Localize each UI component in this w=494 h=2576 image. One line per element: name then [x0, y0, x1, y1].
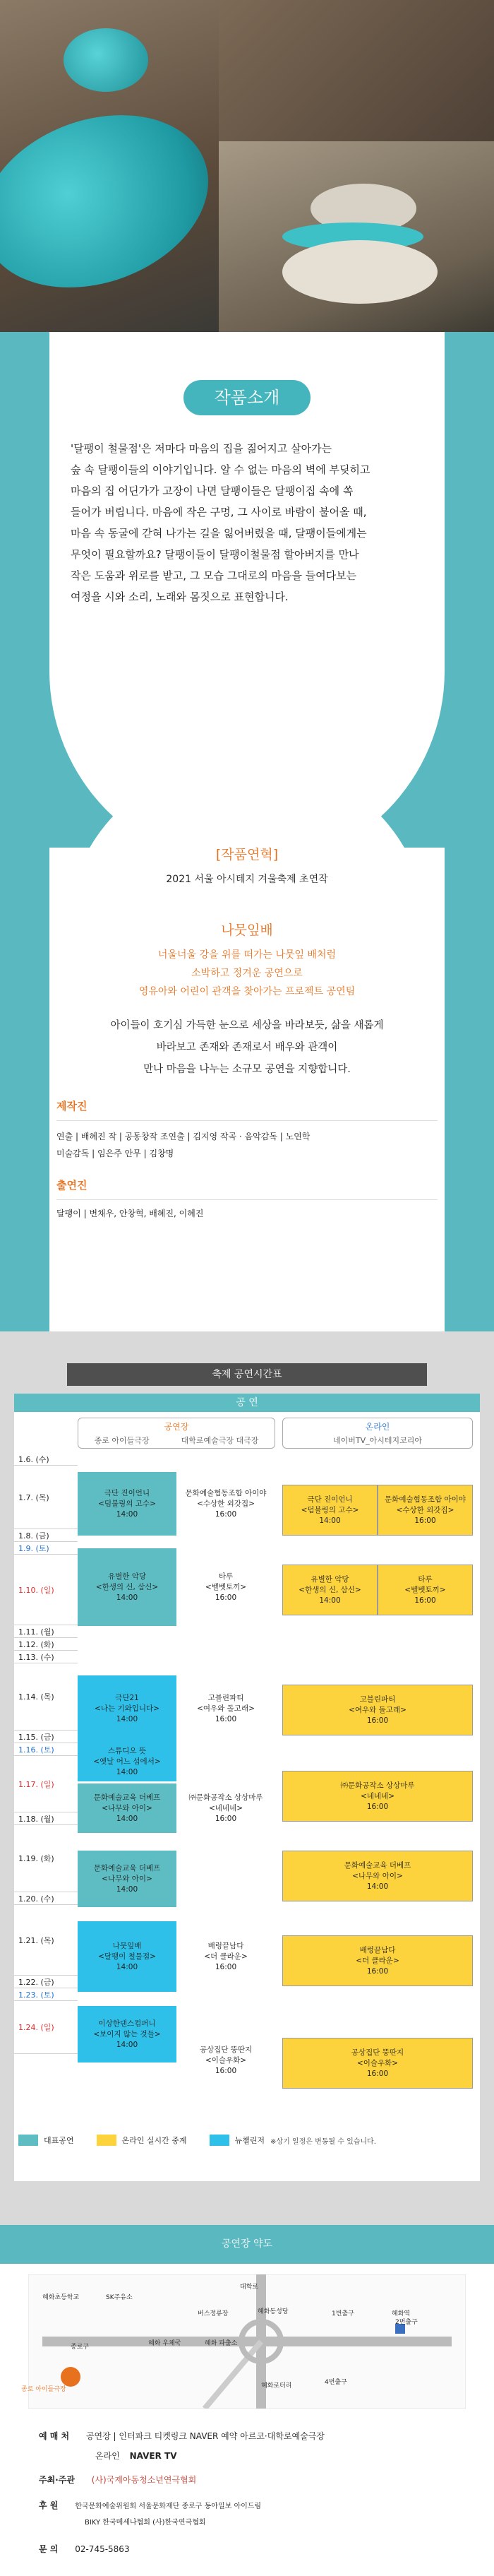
legend-label: 대표공연	[44, 2136, 74, 2145]
date-cell: 1.7. (목)	[14, 1466, 78, 1529]
map-label: 4번출구	[325, 2379, 347, 2386]
staff-line: 미술감독 | 임은주 안무 | 김창명	[56, 1148, 174, 1158]
event-company: 문화예술교육 더베프	[93, 1793, 161, 1802]
section-header: 공 연	[14, 1394, 480, 1412]
map-label: 혜화 우체국	[148, 2340, 181, 2347]
map-label: 종로 아이들극장	[21, 2386, 66, 2393]
event-company: 스튜디오 뜻	[107, 1747, 147, 1755]
map-label: SK주유소	[106, 2294, 133, 2301]
event-title: <한생의 신, 삼신>	[299, 1585, 361, 1594]
event-cell	[282, 1851, 473, 1901]
event-time: 16:00	[366, 2069, 389, 2078]
event-company: ㈜문화공작소 상상마루	[340, 1781, 415, 1790]
event-cell	[176, 1921, 275, 1992]
photo-knit-roll	[219, 0, 494, 141]
event-time: 14:00	[366, 1882, 389, 1891]
event-title: <네네네>	[360, 1791, 395, 1800]
timetable-title: 축제 공연시간표	[67, 1363, 427, 1386]
contact-value: 02-745-5863	[75, 2544, 130, 2554]
staff-heading: 제작진	[56, 1098, 438, 1121]
intro-line: 마음의 집 어딘가가 고장이 나면 달팽이들은 달팽이집 속에 쏙	[71, 485, 354, 497]
company-desc-line: 아이들이 호기심 가득한 눈으로 세상을 바라보듯, 삶을 새롭게	[110, 1020, 384, 1031]
event-time: 16:00	[215, 1593, 237, 1602]
event-company: 고블린파티	[207, 1694, 244, 1702]
event-time: 16:00	[215, 1814, 237, 1823]
event-cell	[282, 1565, 378, 1615]
legend-label: 온라인 실시간 중계	[121, 2136, 187, 2145]
venue-header-label: 공연장	[164, 1422, 189, 1432]
venue-header	[78, 1418, 275, 1449]
legend-note: ※상기 일정은 변동될 수 있습니다.	[270, 2137, 376, 2146]
company-tags	[71, 946, 423, 1001]
event-time: 14:00	[116, 1593, 138, 1602]
event-company: 유별한 악당	[311, 1574, 349, 1584]
credits-block	[56, 1098, 438, 1219]
intro-badge: 작품소개	[183, 380, 311, 415]
company-tag-line: 소박하고 정겨운 공연으로	[191, 968, 303, 979]
intro-line: 마음 속 동굴에 갇혀 나가는 길을 잃어버렸을 때, 달팽이들에게는	[71, 527, 367, 540]
online-header	[282, 1418, 473, 1449]
date-cell: 1.8. (금)	[14, 1529, 78, 1542]
event-company: 공상집단 뚱딴지	[199, 2046, 253, 2054]
intro-line: 숲 속 달팽이들의 이야기입니다. 알 수 없는 마음의 벽에 부딪히고	[71, 463, 370, 476]
event-time: 14:00	[116, 1509, 138, 1519]
event-title: <나무와 아이>	[102, 1874, 152, 1883]
event-cell	[176, 1783, 275, 1833]
event-cell	[78, 1743, 176, 1781]
intro-line: 여정을 시와 소리, 노래와 몸짓으로 표현합니다.	[71, 590, 289, 603]
event-time: 16:00	[414, 1596, 436, 1605]
event-time: 14:00	[116, 1814, 138, 1823]
event-time: 16:00	[366, 1966, 389, 1976]
date-cell: 1.10. (일)	[14, 1555, 78, 1625]
company-tag-line: 너울너울 강을 위를 떠가는 나뭇잎 배처럼	[157, 949, 337, 961]
event-title: <이슬우화>	[356, 2058, 399, 2067]
date-cell: 1.13. (수)	[14, 1651, 78, 1663]
sponsor-items: (사)국제아동청소년연극협회	[91, 2475, 197, 2485]
event-title: <여우와 돌고래>	[349, 1705, 406, 1714]
event-company: ㈜문화공작소 상상마루	[188, 1793, 263, 1802]
history-text: 2021 서울 아시테지 겨울축제 초연작	[166, 874, 328, 885]
history-heading: [작품연혁]	[215, 847, 279, 862]
sponsor-items: 한국문화예술위원회 서울문화재단 종로구 동아일보 아이드림	[75, 2503, 262, 2510]
event-cell	[176, 1472, 275, 1536]
map-label: 혜화로터리	[261, 2382, 292, 2390]
map-section	[0, 2225, 494, 2576]
event-cell	[176, 1675, 275, 1743]
event-company: 유별한 악당	[107, 1572, 147, 1581]
event-cell	[78, 1472, 176, 1536]
event-title: <나는 기와입니다>	[95, 1704, 159, 1713]
event-company: 문화예술협동조합 아이야	[385, 1495, 466, 1504]
event-time: 16:00	[215, 1962, 237, 1971]
sponsor-row	[95, 2450, 177, 2462]
event-title: <여우와 돌고래>	[197, 1704, 255, 1713]
date-cell: 1.20. (수)	[14, 1892, 78, 1905]
event-title: <덤불링의 고수>	[301, 1505, 359, 1514]
event-time: 16:00	[366, 1716, 389, 1725]
date-cell: 1.9. (토)	[14, 1542, 78, 1555]
map-label: 버스정류장	[198, 2310, 229, 2317]
event-company: 문화예술협동조합 아이야	[185, 1488, 267, 1497]
sponsor-label: 문 의	[39, 2544, 59, 2554]
date-cell: 1.16. (토)	[14, 1743, 78, 1756]
intro-line: 무엇이 필요할까요? 달팽이들이 달팽이철물점 할아버지를 만나	[71, 548, 359, 561]
company-desc-line: 바라보고 존재와 존재로서 배우와 관객이	[156, 1042, 338, 1053]
event-cell	[282, 1485, 378, 1536]
date-cell: 1.22. (금)	[14, 1976, 78, 1988]
event-company: 문화예술교육 더베프	[93, 1863, 161, 1872]
event-company: 고블린파티	[359, 1694, 396, 1704]
event-time: 14:00	[319, 1596, 341, 1605]
company-desc-line: 만나 마음을 나누는 소규모 공연을 지향합니다.	[143, 1064, 351, 1075]
map-label: 1번출구	[332, 2310, 354, 2317]
legend-label: 뉴챌린저	[234, 2136, 265, 2145]
event-title: <옛날 어느 섬에서>	[93, 1757, 161, 1766]
event-time: 14:00	[116, 2040, 138, 2049]
event-cell	[78, 1675, 176, 1743]
map-label: 2번출구	[395, 2319, 418, 2326]
event-cell	[176, 1548, 275, 1626]
date-cell: 1.24. (일)	[14, 2001, 78, 2054]
event-title: <벨벳토끼>	[404, 1585, 446, 1594]
legend	[14, 2126, 480, 2154]
teal-knit-snail-shell	[0, 85, 219, 318]
date-cell: 1.11. (월)	[14, 1625, 78, 1638]
legend-swatch	[97, 2135, 116, 2146]
event-company: 나뭇잎배	[112, 1941, 142, 1950]
event-title: <덤불링의 고수>	[98, 1499, 156, 1508]
date-cell: 1.19. (화)	[14, 1825, 78, 1892]
map-title: 공연장 약도	[0, 2225, 494, 2264]
online-header-label: 온라인	[365, 1422, 390, 1432]
sponsor-row	[39, 2474, 196, 2486]
venue-sub2: 대학로예술극장 대극장	[181, 1436, 259, 1445]
company-block	[71, 920, 423, 1081]
event-company: 배렁끝남다	[207, 1941, 244, 1950]
event-time: 16:00	[215, 2067, 237, 2075]
event-title: <더 클라운>	[356, 1956, 399, 1965]
legend-swatch	[210, 2135, 229, 2146]
event-title: <한생의 신, 삼신>	[95, 1582, 159, 1591]
event-cell	[78, 1548, 176, 1626]
event-cell	[282, 2038, 473, 2089]
event-time: 16:00	[215, 1715, 237, 1723]
photo-stone-stack	[219, 141, 494, 332]
staff-line: 연출 | 배혜진 작 | 공동창작 조연출 | 김지영 작곡 · 음악감독 | 노연학	[56, 1132, 311, 1141]
sponsor-label: 후 원	[39, 2500, 59, 2510]
intro-line: '달팽이 철물점'은 저마다 마음의 집을 짊어지고 살아가는	[71, 442, 332, 455]
date-cell: 1.18. (월)	[14, 1812, 78, 1825]
stone-bottom	[282, 240, 438, 304]
intro-text	[71, 438, 423, 607]
event-cell	[78, 1783, 176, 1833]
event-title: <네네네>	[208, 1803, 243, 1812]
intro-line: 작은 도움과 위로를 받고, 그 모습 그대로의 마음을 들여다보는	[71, 569, 357, 582]
date-cell: 1.15. (금)	[14, 1731, 78, 1743]
event-cell	[78, 1851, 176, 1907]
event-company: 극단21	[115, 1694, 139, 1702]
intro-line: 들어가 버립니다. 마음에 작은 구멍, 그 사이로 바람이 불어올 때,	[71, 506, 367, 518]
event-cell	[282, 1935, 473, 1986]
event-title: <나무와 아이>	[102, 1803, 152, 1812]
sponsor-items: 공연장 | 인터파크 티켓링크 NAVER 예약 아르코·대학로예술극장	[85, 2431, 325, 2441]
event-cell	[78, 1921, 176, 1992]
event-company: 극단 진이언니	[307, 1495, 353, 1504]
sponsor-row	[39, 2430, 325, 2442]
date-cell: 1.6. (수)	[14, 1453, 78, 1466]
event-title: <수상한 외갓집>	[197, 1499, 255, 1508]
company-desc	[71, 1015, 423, 1081]
event-cell	[282, 1685, 473, 1735]
sponsor-label: 주최·주관	[39, 2475, 75, 2485]
event-time: 14:00	[116, 1768, 138, 1776]
map-label: 혜화동성당	[258, 2308, 289, 2315]
teal-knit-stone	[64, 28, 148, 92]
sponsor-items: BIKY 한국메세나협회 (사)한국연극협회	[85, 2519, 206, 2527]
sponsor-items: NAVER TV	[129, 2451, 177, 2461]
date-cell: 1.14. (목)	[14, 1663, 78, 1731]
event-title: <수상한 외갓집>	[396, 1505, 454, 1514]
sponsor-label: 예 매 처	[39, 2431, 70, 2441]
map-drawing	[28, 2274, 466, 2409]
event-time: 16:00	[366, 1802, 389, 1811]
event-company: 타루	[218, 1572, 234, 1581]
event-time: 16:00	[414, 1516, 436, 1525]
event-cell	[378, 1485, 473, 1536]
event-title: <이슬우화>	[205, 2056, 247, 2065]
event-cell	[176, 2027, 275, 2094]
sponsor-row	[39, 2543, 130, 2555]
cast-heading: 출연진	[56, 1177, 438, 1200]
event-company: 이상한댄스컴퍼니	[98, 2019, 156, 2028]
event-title: <나무와 아이>	[352, 1871, 403, 1880]
photo-teal-knit-stone	[0, 0, 219, 332]
event-cell	[378, 1565, 473, 1615]
history-block	[85, 844, 409, 886]
company-name: 나뭇잎배	[221, 922, 273, 938]
event-time: 14:00	[319, 1516, 341, 1525]
event-cell	[282, 1771, 473, 1822]
sponsor-label: 온라인	[95, 2451, 120, 2461]
date-cell: 1.12. (화)	[14, 1638, 78, 1651]
event-time: 14:00	[116, 1962, 138, 1971]
photo-collage	[0, 0, 494, 332]
date-cell: 1.17. (일)	[14, 1756, 78, 1812]
cast-line: 달팽이 | 변채우, 안창혁, 배혜진, 이혜진	[56, 1209, 204, 1218]
timetable-section	[0, 1331, 494, 2225]
map-label: 혜화초등학교	[42, 2294, 80, 2301]
event-title: <벨벳토끼>	[205, 1582, 247, 1591]
sponsor-row	[39, 2499, 261, 2511]
map-label: 대학로	[240, 2284, 259, 2291]
event-company: 배렁끝남다	[359, 1945, 396, 1954]
event-cell	[78, 2006, 176, 2062]
map-label: 혜화역	[392, 2310, 411, 2317]
map-label: 종로구	[71, 2344, 90, 2351]
event-title: <달팽이 철물점>	[98, 1952, 156, 1961]
venue-sub1: 종로 아이들극장	[94, 1436, 150, 1445]
company-tag-line: 영유아와 어린이 관객을 찾아가는 프로젝트 공연팀	[138, 986, 356, 997]
event-company: 문화예술교육 더베프	[344, 1860, 411, 1870]
event-time: 14:00	[116, 1715, 138, 1723]
event-time: 16:00	[215, 1509, 237, 1519]
event-title: <보이지 않는 것들>	[93, 2029, 161, 2038]
event-time: 14:00	[116, 1884, 138, 1894]
date-cell: 1.23. (토)	[14, 1988, 78, 2001]
event-company: 공상집단 뚱딴지	[351, 2048, 404, 2057]
online-sub: 네이버TV_아시테지코리아	[332, 1436, 422, 1445]
event-company: 타루	[418, 1574, 433, 1584]
event-title: <더 클라운>	[204, 1952, 248, 1961]
date-cell: 1.21. (목)	[14, 1905, 78, 1976]
legend-swatch	[18, 2135, 38, 2146]
map-label: 혜화 파출소	[205, 2340, 238, 2347]
event-company: 극단 진이언니	[104, 1488, 150, 1497]
